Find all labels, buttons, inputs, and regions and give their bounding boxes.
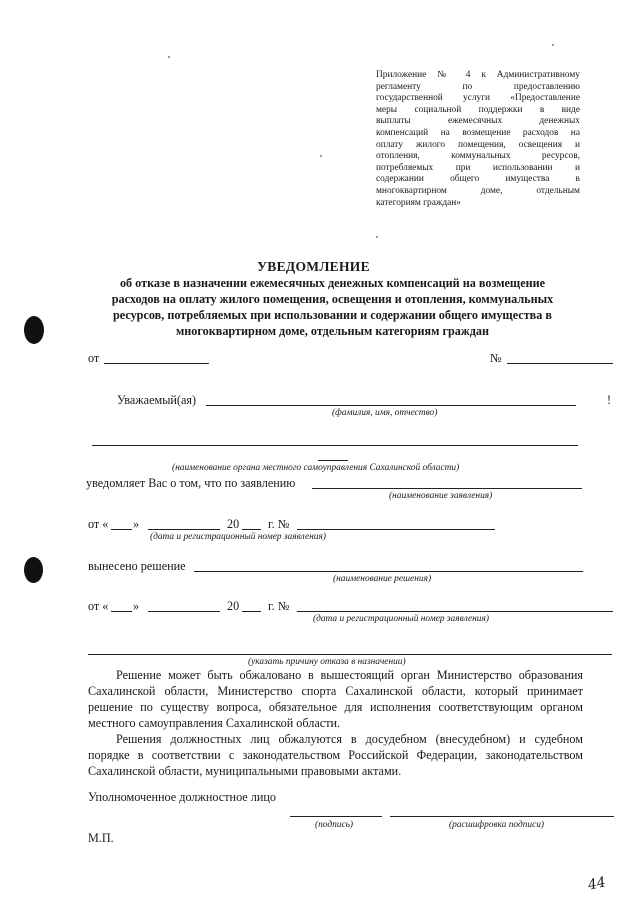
authority-hint: (наименование органа местного самоуправления Сахалинской области) [172, 463, 460, 473]
dear-exclamation: ! [607, 393, 612, 407]
short-dash [318, 460, 348, 461]
appendix-note [376, 70, 580, 209]
paragraph-line: порядке в соответствии с законодательством Российской Федерации, законодательством [88, 748, 583, 762]
date1-year: 20 [227, 517, 240, 531]
date-field-line[interactable] [104, 363, 209, 364]
appendix-line: меры социальной поддержки в виде [376, 104, 580, 115]
fio-hint: (фамилия, имя, отчество) [332, 408, 438, 418]
scan-speck [168, 56, 170, 58]
date2-month-line[interactable] [148, 611, 220, 612]
signature-hint: (подпись) [315, 820, 354, 830]
date2-number-line[interactable] [297, 611, 613, 612]
subtitle-line: ресурсов, потребляемых при использовании и содержании общего имущества в [113, 308, 552, 322]
date2-from: от « [88, 599, 109, 613]
subtitle-line: многоквартирном доме, отдельным категориям граждан [175, 324, 489, 338]
notifies-label: уведомляет Вас о том, что по заявлению [86, 476, 296, 490]
subtitle-line: об отказе в назначении ежемесячных денежных компенсаций на возмещение [119, 276, 546, 290]
official-label: Уполномоченное должностное лицо [88, 790, 276, 804]
appendix-line: компенсаций на возмещение расходов на [376, 127, 580, 138]
seal-label: М.П. [88, 831, 114, 845]
appendix-line: оплату жилого помещения, освещения и [376, 139, 580, 150]
reason-field-line[interactable] [88, 654, 612, 655]
paragraph-line: Решение может быть обжаловано в вышестоящий орган Министерство образования [116, 668, 583, 682]
date2-year: 20 [227, 599, 240, 613]
document-title: УВЕДОМЛЕНИЕ [257, 259, 370, 274]
signature-decode-line[interactable] [390, 816, 614, 817]
application-field-line[interactable] [312, 488, 582, 489]
paragraph-line: Решения должностных лиц обжалуются в досудебном (внесудебном) и судебном [116, 732, 583, 746]
scan-hole-mark [24, 316, 44, 344]
date1-number-line[interactable] [297, 529, 495, 530]
signature-line[interactable] [290, 816, 382, 817]
dear-label: Уважаемый(ая) [117, 393, 197, 407]
legal-paragraph [88, 731, 583, 779]
subtitle-line: расходов на оплату жилого помещения, освещения и отопления, коммунальных [111, 292, 554, 306]
appendix-line: Приложение № 4 к Административному [376, 70, 580, 80]
appeal-paragraph [88, 667, 583, 731]
signature-decode-hint: (расшифровка подписи) [449, 820, 545, 830]
appendix-line: государственной услуги «Предоставление [376, 93, 580, 104]
date1-from: от « [88, 517, 109, 531]
paragraph-line: решение по существу вопроса, обязательное для исполнения соответствующим органом [88, 700, 583, 714]
paragraph-line: Сахалинской области, Министерство спорта Сахалинской области, который принимает [88, 684, 583, 698]
fio-field-line[interactable] [206, 405, 576, 406]
date2-day-line[interactable] [111, 611, 132, 612]
date2-quote: » [133, 599, 140, 613]
decision-field-line[interactable] [194, 571, 583, 572]
date2-year-line[interactable] [242, 611, 261, 612]
decision-hint: (наименование решения) [333, 574, 432, 584]
number-field-line[interactable] [507, 363, 613, 364]
date1-month-line[interactable] [148, 529, 220, 530]
reason-hint: (указать причину отказа в назначении) [248, 657, 406, 667]
scan-speck [552, 44, 554, 46]
scan-speck [320, 155, 322, 157]
date1-g-number: г. № [268, 517, 290, 531]
date1-quote: » [133, 517, 140, 531]
appendix-line: содержании общего имущества в [376, 174, 580, 185]
scan-speck [376, 236, 378, 238]
appendix-line: регламенту по предоставлению [376, 81, 580, 92]
paragraph-line: Сахалинской области, муниципальными правовыми актами. [88, 764, 402, 778]
handwritten-page-number: 44 [586, 874, 608, 894]
application-name-hint: (наименование заявления) [389, 491, 493, 501]
date1-day-line[interactable] [111, 529, 132, 530]
number-label: № [490, 351, 502, 365]
date1-year-line[interactable] [242, 529, 261, 530]
date2-hint: (дата и регистрационный номер заявления) [313, 614, 489, 624]
date2-g-number: г. № [268, 599, 290, 613]
appendix-line: многоквартирном доме, отдельным [376, 185, 580, 196]
document-subtitle [60, 275, 605, 339]
scan-hole-mark [24, 557, 43, 583]
appendix-line: категориям граждан» [376, 197, 461, 208]
decision-label: вынесено решение [88, 559, 186, 573]
authority-field-line[interactable] [92, 445, 578, 446]
date1-hint: (дата и регистрационный номер заявления) [150, 532, 326, 542]
appendix-line: отопления, коммунальных ресурсов, [376, 151, 580, 162]
appendix-line: потребляемых при использовании и [376, 162, 580, 173]
paragraph-line: местного самоуправления Сахалинской области. [88, 716, 341, 730]
appendix-line: выплаты ежемесячных денежных [376, 116, 580, 127]
from-label: от [88, 351, 100, 365]
